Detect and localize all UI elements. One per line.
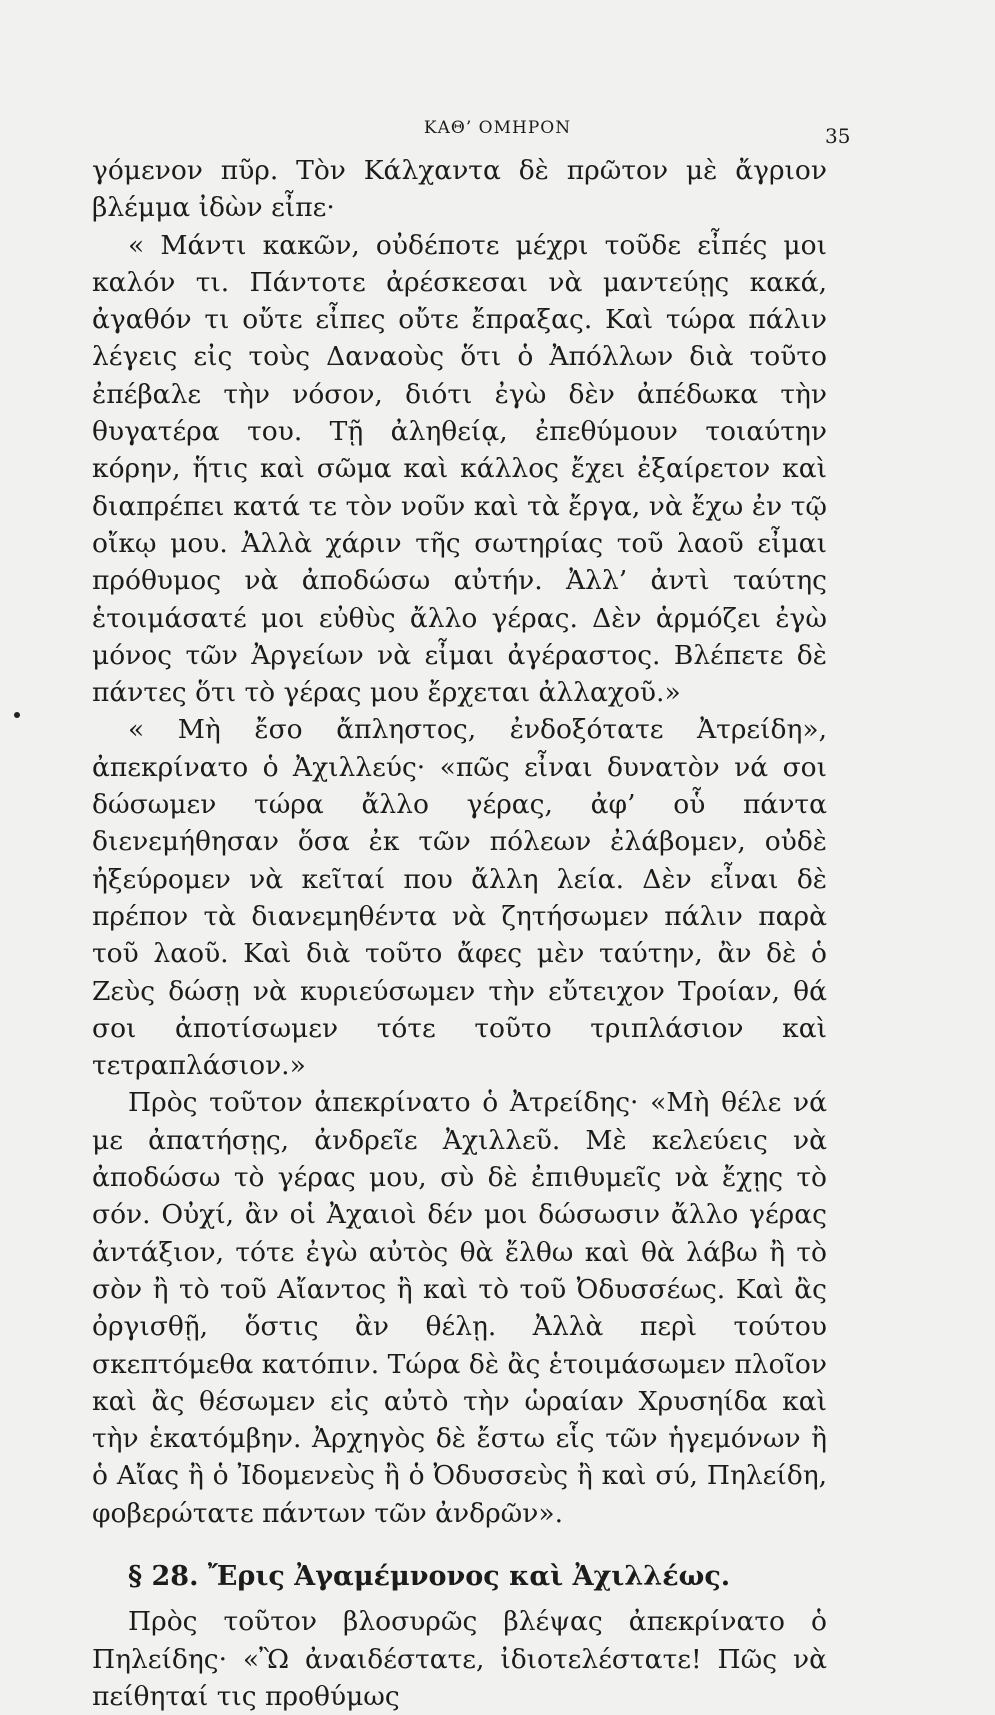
section-heading: § 28. Ἔρις Ἀγαμέμνονος καὶ Ἀχιλλέως. — [128, 1560, 731, 1592]
body-text — [92, 152, 827, 1715]
running-head: ΚΑΘ’ ΟΜΗΡΟΝ — [423, 118, 572, 138]
paragraph-agamemnon-speech: « Μάντι κακῶν, οὐδέποτε μέχρι τοῦδε εἶπές μοι καλόν τι. Πάντοτε ἀρέσκεσαι νὰ μαντεύῃς κακά, ἀγαθόν τι οὔτε εἶπες οὔτε ἔπραξας. Καὶ τώρα πάλιν λέγεις εἰς τοὺς Δαναοὺς ὅτι ὁ Ἀπόλλων διὰ τοῦτο ἐπέβαλε τὴν νόσον, διότι ἐγὼ δὲν ἀπέδωκα τὴν θυγατέρα του. Τῇ ἀληθείᾳ, ἐπεθύμουν τοιαύτην κόρην, ἥτις καὶ σῶμα καὶ κάλλος ἔχει ἐξαίρετον καὶ διαπρέπει κατά τε τὸν νοῦν καὶ τὰ ἔργα, νὰ ἔχω ἐν τῷ οἴκῳ μου. Ἀλλὰ χάριν τῆς σωτηρίας τοῦ λαοῦ εἶμαι πρόθυμος νὰ ἀποδώσω αὐτήν. Ἀλλ’ ἀντὶ ταύτης ἑτοιμάσατέ μοι εὐθὺς ἄλλο γέρας. Δὲν ἁρμόζει ἐγὼ μόνος τῶν Ἀργείων νὰ εἶμαι ἀγέραστος. Βλέπετε δὲ πάντες ὅτι τὸ γέρας μου ἔρχεται ἀλλαχοῦ.» — [92, 229, 827, 709]
page-number: 35 — [825, 124, 851, 148]
paragraph-peleides: Πρὸς τοῦτον βλοσυρῶς βλέψας ἀπεκρίνατο ὁ Πηλείδης· «Ὢ ἀναιδέστατε, ἰδιοτελέστατε! Πῶς νὰ πείθηταί τις προθύμως — [92, 1606, 827, 1712]
paragraph-achilles-reply: « Μὴ ἔσο ἄπληστος, ἐνδοξότατε Ἀτρείδη», ἀπεκρίνατο ὁ Ἀχιλλεύς· «πῶς εἶναι δυνατὸν νά σοι δώσωμεν τώρα ἄλλο γέρας, ἀφ’ οὗ πάντα διενεμήθησαν ὅσα ἐκ τῶν πόλεων ἐλάβομεν, οὐδὲ ἠξεύρομεν νὰ κεῖταί που ἄλλη λεία. Δὲν εἶναι δὲ πρέπον τὰ διανεμηθέντα νὰ ζητήσωμεν πάλιν παρὰ τοῦ λαοῦ. Καὶ διὰ τοῦτο ἄφες μὲν ταύτην, ἂν δὲ ὁ Ζεὺς δώσῃ νὰ κυριεύσωμεν τὴν εὔτειχον Τροίαν, θά σοι ἀποτίσωμεν τότε τοῦτο τριπλάσιον καὶ τετραπλάσιον.» — [92, 714, 827, 1082]
paragraph-continuation: γόμενον πῦρ. Τὸν Κάλχαντα δὲ πρῶτον μὲ ἄγριον βλέμμα ἰδὼν εἶπε· — [92, 155, 827, 224]
margin-dot-icon — [14, 712, 20, 718]
paragraph-atreides-reply: Πρὸς τοῦτον ἀπεκρίνατο ὁ Ἀτρείδης· «Μὴ θέλε νά με ἀπατήσῃς, ἀνδρεῖε Ἀχιλλεῦ. Μὲ κελεύεις νὰ ἀποδώσω τὸ γέρας μου, σὺ δὲ ἐπιθυμεῖς νὰ ἔχῃς τὸ σόν. Οὐχί, ἂν οἱ Ἀχαιοὶ δέν μοι δώσωσιν ἄλλο γέρας ἀντάξιον, τότε ἐγὼ αὐτὸς θὰ ἔλθω καὶ θὰ λάβω ἢ τὸ σὸν ἢ τὸ τοῦ Αἴαντος ἢ καὶ τὸ τοῦ Ὀδυσσέως. Καὶ ἂς ὀργισθῇ, ὅστις ἂν θέλῃ. Ἀλλὰ περὶ τούτου σκεπτόμεθα κατόπιν. Τώρα δὲ ἂς ἑτοιμάσωμεν πλοῖον καὶ ἂς θέσωμεν εἰς αὐτὸ τὴν ὡραίαν Χρυσηίδα καὶ τὴν ἑκατόμβην. Ἀρχηγὸς δὲ ἔστω εἷς τῶν ἡγεμόνων ἢ ὁ Αἴας ἢ ὁ Ἰδομενεὺς ἢ ὁ Ὀδυσσεὺς ἢ καὶ σύ, Πηλείδη, φοβερώτατε πάντων τῶν ἀνδρῶν». — [92, 1087, 827, 1529]
